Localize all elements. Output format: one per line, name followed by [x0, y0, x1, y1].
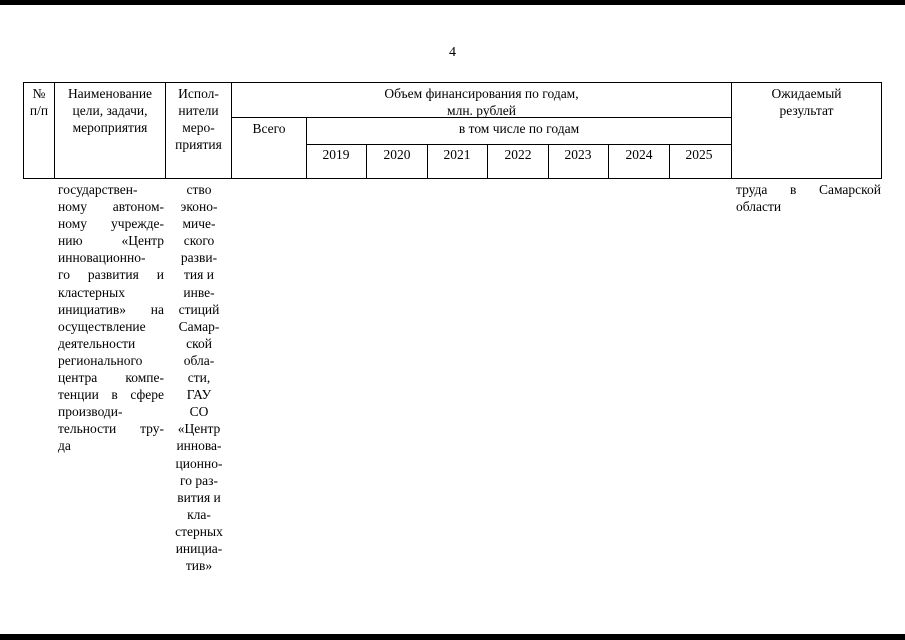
text-line: эконо- [180, 199, 218, 215]
text-line: нию «Центр [58, 233, 164, 249]
text-line: деятельности [58, 335, 136, 351]
text-line: кла- [187, 506, 211, 522]
header-year: 2021 [443, 147, 471, 162]
text-line: СО [189, 404, 209, 420]
text-line: инициа- [175, 540, 223, 556]
text-line: вития и [177, 489, 221, 505]
text-line: разви- [180, 250, 218, 266]
header-year: 2023 [564, 147, 592, 162]
text-line: Самар- [178, 318, 220, 334]
text-line: ному автоном- [58, 199, 164, 215]
text-line: тия и [184, 267, 214, 283]
text-line: тенции в сфере [58, 387, 164, 403]
text-line: инновационно- [58, 250, 146, 266]
page-number: 4 [449, 45, 456, 60]
header-by-years: в том числе по годам [458, 121, 580, 136]
header-executors: Испол- нители меро- приятия [175, 86, 222, 152]
header-year: 2019 [322, 147, 350, 162]
text-line: иннова- [176, 438, 222, 454]
header-year: 2024 [625, 147, 653, 162]
row-result-cell [736, 181, 881, 215]
text-line: регионального [58, 352, 143, 368]
text-line: ционно- [175, 455, 223, 471]
text-line: инве- [183, 284, 215, 300]
header-number: № п/п [29, 86, 49, 118]
text-line: тив» [185, 558, 213, 574]
row-name-cell [58, 181, 164, 455]
text-line: центра компе- [58, 370, 164, 386]
text-line: области [736, 199, 782, 215]
text-line: государствен- [58, 182, 138, 197]
scan-bottom-edge [0, 634, 905, 640]
text-line: ному учрежде- [58, 216, 164, 232]
text-line: тельности тру- [58, 421, 164, 437]
text-line: обла- [183, 352, 215, 368]
text-line: ской [186, 335, 212, 351]
text-line: миче- [182, 216, 216, 232]
scan-top-edge [0, 0, 905, 5]
header-name: Наименование цели, задачи, мероприятия [67, 86, 153, 135]
text-line: ство [186, 182, 212, 197]
header-result: Ожидаемый результат [771, 86, 842, 118]
text-line: стиций [178, 301, 220, 317]
text-line: го раз- [180, 472, 218, 488]
text-line: ГАУ [186, 387, 212, 403]
text-line: ского [183, 233, 215, 249]
text-line: осуществление [58, 318, 146, 334]
header-year: 2020 [383, 147, 411, 162]
text-line: «Центр [177, 421, 221, 437]
header-year: 2025 [685, 147, 713, 162]
text-line: стерных [175, 523, 223, 539]
text-line: сти, [187, 370, 211, 386]
row-executor-cell [168, 181, 230, 574]
text-line: кластерных [58, 284, 125, 300]
header-funding: Объем финансирования по годам, млн. рублей [384, 86, 579, 118]
text-line: инициатив» на [58, 301, 164, 317]
header-year: 2022 [504, 147, 532, 162]
text-line: го развития и [58, 267, 164, 283]
text-line: да [58, 438, 71, 454]
header-total: Всего [252, 121, 286, 136]
text-line: производи- [58, 404, 123, 420]
text-line: труда в Самарской [736, 182, 881, 197]
